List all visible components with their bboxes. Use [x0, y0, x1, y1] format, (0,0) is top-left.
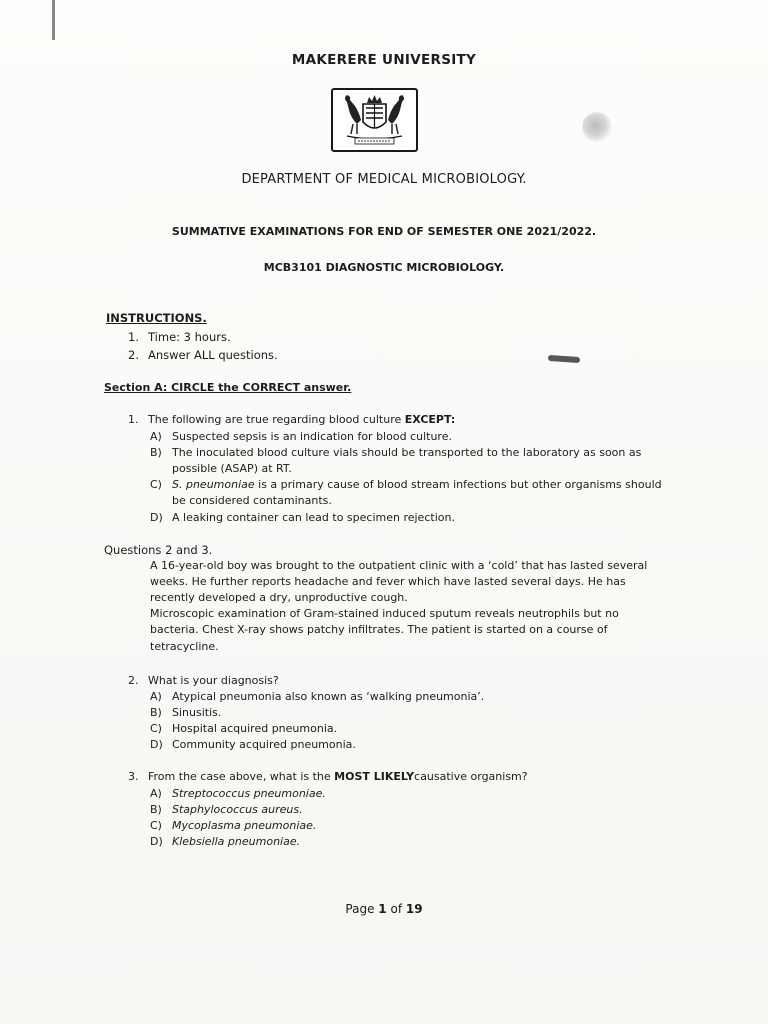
university-crest-logo: [331, 88, 418, 152]
crest-icon: [333, 90, 416, 150]
case-line: bacteria. Chest X-ray shows patchy infiltrates. The patient is started on a course of: [150, 623, 608, 636]
q2-option-a: A) Atypical pneumonia also known as ‘walking pneumonia’.: [150, 690, 485, 703]
q2-option-b: B) Sinusitis.: [150, 706, 222, 719]
q2-option-d: D) Community acquired pneumonia.: [150, 738, 356, 751]
case-line: A 16-year-old boy was brought to the outpatient clinic with a ‘cold’ that has lasted several: [150, 559, 648, 572]
exam-title: SUMMATIVE EXAMINATIONS FOR END OF SEMESTER ONE 2021/2022.: [171, 225, 597, 238]
course-title: MCB3101 DIAGNOSTIC MICROBIOLOGY.: [263, 261, 505, 274]
q1-option-c-cont: be considered contaminants.: [172, 494, 332, 507]
q1-option-c: C) S. pneumoniae is a primary cause of blood stream infections but other organisms should: [150, 478, 662, 491]
scan-ink-smudge: [548, 355, 580, 363]
department-title: DEPARTMENT OF MEDICAL MICROBIOLOGY.: [241, 172, 527, 187]
case-heading: Questions 2 and 3.: [104, 543, 213, 557]
question-3: 3. From the case above, what is the MOST LIKELYcausative organism?: [128, 770, 528, 783]
q3-option-b: B) Staphylococcus aureus.: [150, 803, 303, 816]
q3-option-d: D) Klebsiella pneumoniae.: [150, 835, 301, 848]
scan-edge-mark: [52, 0, 55, 40]
q1-option-b: B) The inoculated blood culture vials should be transported to the laboratory as soon as: [150, 446, 642, 459]
section-a-heading: Section A: CIRCLE the CORRECT answer.: [104, 381, 352, 394]
page-number: Page 1 of 19: [345, 902, 423, 916]
question-1: 1. The following are true regarding blood culture EXCEPT:: [128, 413, 456, 426]
q1-option-a: A) Suspected sepsis is an indication for blood culture.: [150, 430, 452, 443]
case-line: recently developed a dry, unproductive cough.: [150, 591, 408, 604]
instruction-item: 1. Time: 3 hours.: [128, 330, 231, 344]
q2-option-c: C) Hospital acquired pneumonia.: [150, 722, 338, 735]
scan-smudge-blob: [582, 112, 612, 142]
q3-option-c: C) Mycoplasma pneumoniae.: [150, 819, 317, 832]
instructions-heading: INSTRUCTIONS.: [106, 311, 207, 325]
case-line: weeks. He further reports headache and fever which have lasted several days. He has: [150, 575, 626, 588]
q1-option-b-cont: possible (ASAP) at RT.: [172, 462, 292, 475]
instruction-item: 2. Answer ALL questions.: [128, 348, 278, 362]
case-line: Microscopic examination of Gram-stained induced sputum reveals neutrophils but no: [150, 607, 619, 620]
case-line: tetracycline.: [150, 640, 219, 653]
q1-option-d: D) A leaking container can lead to specimen rejection.: [150, 511, 455, 524]
university-title: MAKERERE UNIVERSITY: [291, 52, 477, 68]
question-2: 2. What is your diagnosis?: [128, 674, 279, 687]
q3-option-a: A) Streptococcus pneumoniae.: [150, 787, 326, 800]
